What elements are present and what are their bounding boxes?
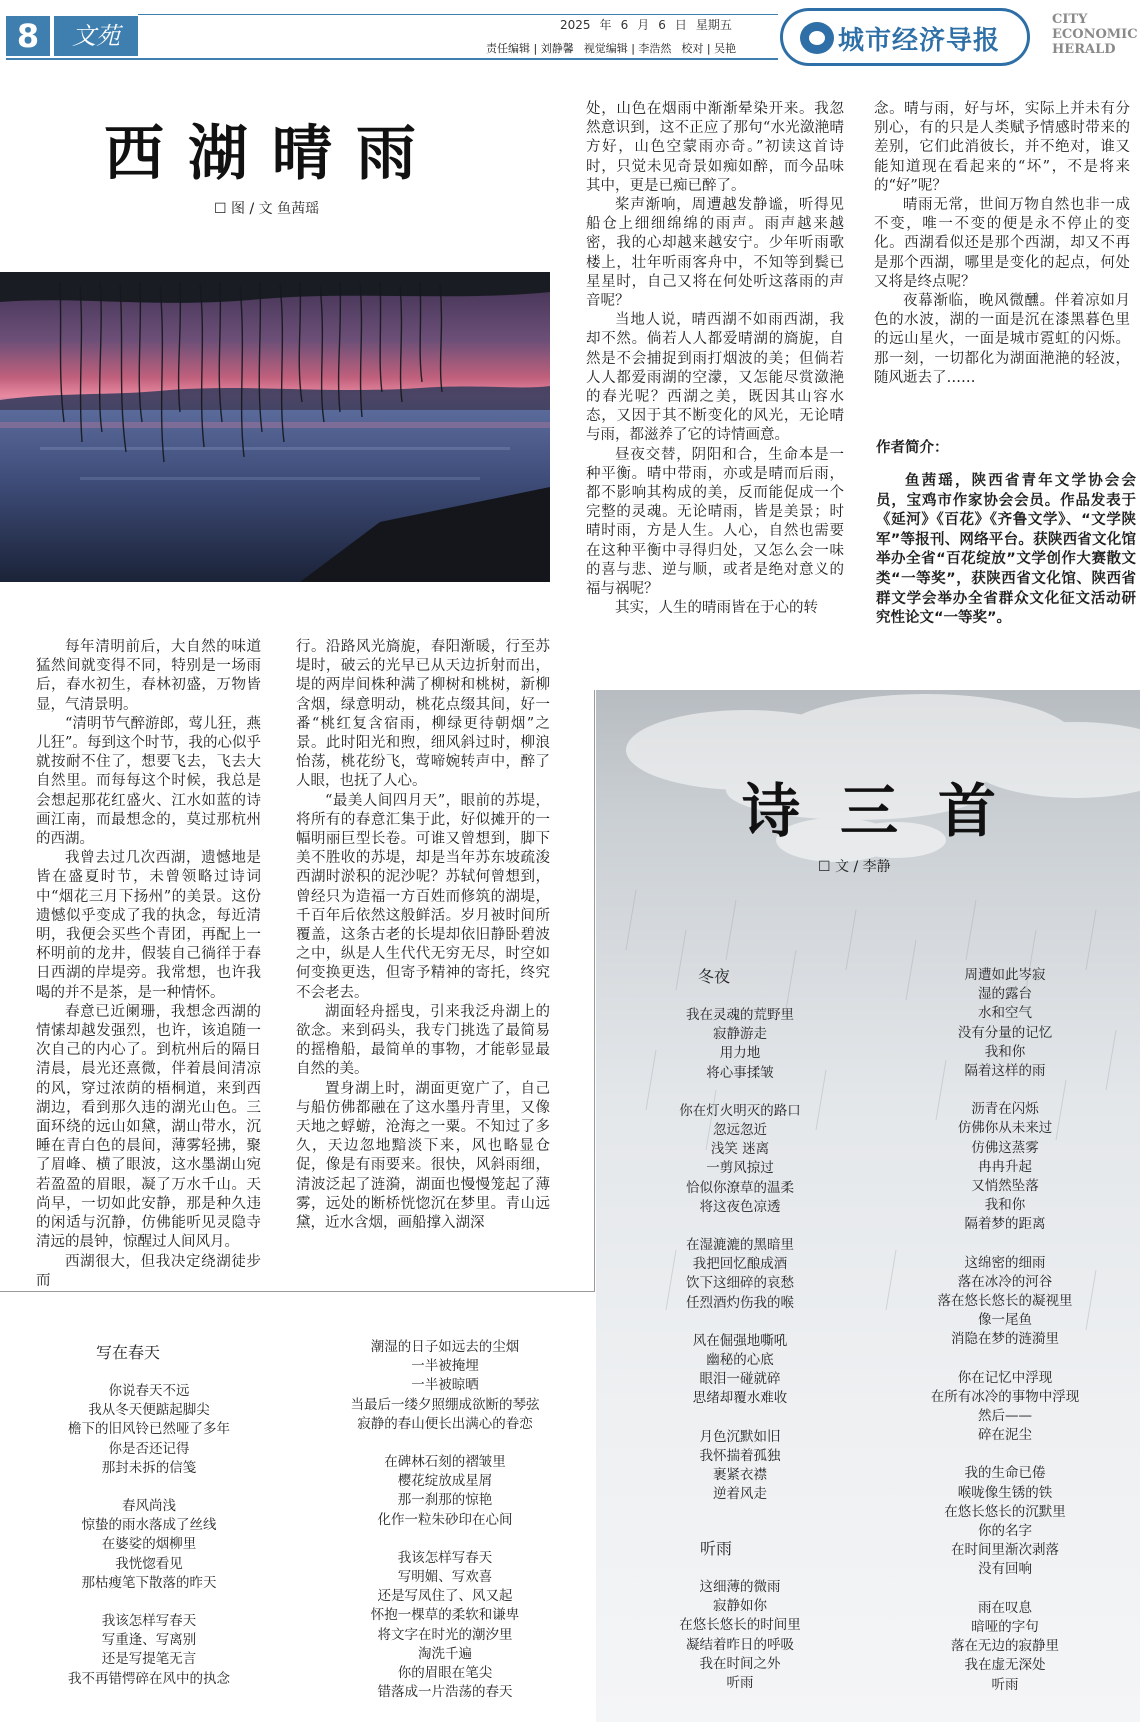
header-rule-bottom: [6, 58, 778, 60]
poem-line: 在悠长悠长的时间里: [679, 1617, 801, 1634]
poem-stanza: [14, 1497, 284, 1593]
editor-credit: 视觉编辑 | 李浩然: [583, 42, 672, 55]
article-paragraph: 夜幕渐临，晚风微醺。伴着凉如月色的水波，湖的一面是沉在漆黑暮色里的远山星火，一面是城市霓虹的闪烁。那一刻，一切都化为湖面滟滟的轻波，随风逝去了……: [874, 293, 1130, 386]
article-paragraph: 行。沿路风光旖旎，春阳渐暖，行至苏堤时，破云的光早已从天边折射而出，堤的两岸间株种满了柳树和桃树，新柳含烟，绿意明动，桃花点缀其间，好一番“桃红复含宿雨，柳绿更待朝烟”之景。此时阳光和煦，细风斜过时，柳浪怡荡，桃花纷飞，莺啼婉转声中，醉了人眼，也抚了人心。: [296, 639, 550, 790]
poem-line: 我在时间之外: [699, 1655, 781, 1672]
article-byline: ☐ 图 / 文 鱼茜瑶: [214, 201, 320, 217]
poem-line: 没有回响: [978, 1561, 1032, 1578]
poem-line: 寂静的春山便长出满心的眷恋: [357, 1415, 533, 1432]
poem-line: 我该怎样写春天: [397, 1549, 493, 1566]
article-column: [586, 100, 844, 618]
poem-line: 你的眉眼在笔尖: [397, 1665, 493, 1682]
poem-line: 湿的露台: [978, 986, 1032, 1003]
poem-line: 用力地: [719, 1045, 761, 1062]
article-column: [296, 638, 550, 1233]
article-paragraph: 我曾去过几次西湖，遗憾地是皆在盛夏时节，未曾领略过诗词中“烟花三月下扬州”的美景。这份遗憾似乎变成了我的执念，每近清明，我便会买些个青团，再配上一杯明前的龙井，假装自己徜徉于春日西湖的岸堤旁。我常想，也许我喝的并不是茶，是一种情怀。: [36, 850, 261, 1001]
poem-line: 我在灵魂的荒野里: [686, 1007, 794, 1023]
poem-line: 寂静如你: [713, 1598, 767, 1615]
poem-line: 我不再错愕碎在风中的执念: [68, 1670, 230, 1687]
article-paragraph: 置身湖上时，湖面更宽广了，自己与船仿佛都融在了这水墨丹青里，又像天地之蜉蝣，沧海之一粟。不知过了多久，天边忽地黯淡下来，风也略显仓促，像是有雨要来。很快，风斜雨细，清波泛起了涟漪，湖面也慢慢笼起了薄雾，远处的断桥恍惚沉在梦里。青山远黛，近水含烟，画船撑入湖深: [296, 1080, 550, 1232]
poem-line: 落在无边的寂静里: [951, 1638, 1059, 1655]
poem-line: 这绵密的细雨: [964, 1254, 1046, 1271]
photo-illustration: [0, 272, 550, 582]
poem-line: 没有分量的记忆: [957, 1024, 1053, 1041]
poem-line: 写重逢、写离别: [101, 1632, 197, 1649]
date-day-unit: 日: [674, 18, 687, 32]
poem-line: 消隐在梦的涟漪里: [951, 1331, 1059, 1348]
poem-stanza: [880, 1464, 1130, 1579]
poem-line: 你在灯火明灭的路口: [679, 1102, 801, 1119]
date-weekday: 星期五: [695, 18, 732, 32]
poem-line: 任烈酒灼伤我的喉: [686, 1294, 794, 1311]
poem-line: 一半被掩埋: [411, 1358, 479, 1375]
poem-stanza: [620, 1102, 860, 1217]
poem-line: 冉冉升起: [978, 1158, 1032, 1175]
poem-line: 在婆娑的烟柳里: [101, 1536, 197, 1553]
poem-stanza: [620, 1428, 860, 1505]
poem-line: 怀抱一棵草的柔软和谦卑: [370, 1607, 520, 1624]
poem-line: 水和空气: [978, 1005, 1032, 1022]
poem-line: 春风尚浅: [122, 1498, 176, 1515]
poem-line: 然后——: [978, 1408, 1032, 1425]
date-month: 6: [620, 18, 629, 32]
poem-body: [300, 1338, 590, 1721]
article-paragraph: 西湖很大，但我决定绕湖徒步而: [36, 1253, 261, 1289]
e-logo-icon-inner: [809, 31, 825, 45]
poem-line: 仿佛这蒸雾: [971, 1139, 1039, 1156]
poems-title: 诗三首: [742, 777, 1037, 845]
poem-line: 寂静游走: [713, 1026, 767, 1043]
editor-credit: 校对 | 吴艳: [681, 42, 737, 55]
poem-title: 写在春天: [96, 1343, 161, 1362]
poem-line: 将文字在时光的潮汐里: [377, 1626, 513, 1643]
poem-line: 沥青在闪烁: [971, 1101, 1039, 1118]
poem-line: 又悄然坠落: [971, 1178, 1039, 1195]
poem-line: 错落成一片浩荡的春天: [377, 1684, 513, 1701]
author-bio: 鱼茜瑶，陕西省青年文学协会会员，宝鸡市作家协会会员。作品发表于《延河》《百花》《齐鲁文学》、“文学陕军”等报刊、网络平台。获陕西省文化馆举办全省“百花绽放”文学创作大赛散文类“一等奖”，获陕西省文化馆、陕西省群文学会举办全省群众文化征文活动研究性论文“一等奖”。: [876, 473, 1136, 627]
poem-stanza: [880, 1254, 1130, 1350]
poem-line: 这细薄的微雨: [699, 1579, 781, 1595]
poem-stanza: [14, 1382, 284, 1478]
poem-stanza: [880, 1369, 1130, 1446]
issue-date: [560, 16, 741, 33]
poem-body: [620, 1578, 860, 1712]
author-bio-heading: 作者简介：: [876, 440, 949, 456]
poem-line: 恰似你潦草的温柔: [686, 1179, 794, 1196]
poem-line: 在时间里渐次剥落: [951, 1542, 1059, 1559]
article-column: [874, 100, 1130, 388]
poem-line: 我和你: [984, 1197, 1026, 1214]
poem-line: 仿佛你从未来过: [957, 1120, 1053, 1137]
poem-line: 你是否还记得: [108, 1440, 190, 1457]
poem-line: 那一刹那的惊艳: [397, 1492, 493, 1509]
article-paragraph: 念。晴与雨，好与坏，实际上并未有分别心，有的只是人类赋予情感时带来的差别，它们此消彼长，并不绝对，谁又能知道现在看起来的“坏”，不是将来的“好”呢？: [874, 101, 1130, 194]
poem-body: [14, 1382, 284, 1708]
poem-line: 一半被晾晒: [411, 1377, 479, 1394]
poem-line: 我在虚无深处: [964, 1657, 1046, 1674]
masthead-en-line: ECONOMIC: [1052, 27, 1138, 42]
poem-line: 我恍惚看见: [115, 1555, 183, 1572]
poem-line: 落在冰冷的河谷: [957, 1273, 1053, 1290]
poem-line: 在悠长悠长的沉默里: [944, 1503, 1066, 1520]
article-paragraph: 春意已近阑珊，我想念西湖的情愫却越发强烈，也许，该追随一次自己的内心了。到杭州后的隔日清晨，晨光还熹微，伴着晨间清凉的风，穿过浓荫的梧桐道，来到西湖边，看到那久违的湖光山色。三面环绕的远山如黛，湖山带水，沉睡在青白色的晨间，薄雾轻拂，聚了眉峰、横了眼波，这水墨湖山宛若盈盈的眉眼，凝了万水千山。天尚早，一切如此安静，那是种久违的闲适与沉静，仿佛能听见灵隐寺清远的晨钟，惊醒过人间风月。: [36, 1003, 261, 1251]
poem-line: 风在倔强地嘶吼: [692, 1332, 788, 1349]
poem-line: 樱花绽放成星屑: [397, 1473, 493, 1490]
poem-line: 潮湿的日子如远去的尘烟: [370, 1339, 520, 1355]
poem-stanza: [880, 966, 1130, 1081]
article-paragraph: 湖面轻舟摇曳，引来我泛舟湖上的欲念。来到码头，我专门挑选了最简易的摇橹船，最简单的事物，才能彰显最自然的美。: [296, 1003, 550, 1078]
poems-byline: ☐ 文 / 李静: [818, 859, 891, 875]
poem-line: 浅笑 迷离: [710, 1141, 770, 1158]
poem-line: 在碑林石刻的褶皱里: [384, 1454, 506, 1471]
article-paragraph: 其实，人生的晴雨皆在于心的转: [615, 600, 818, 617]
poem-stanza: [300, 1453, 590, 1530]
poem-line: 还是写提笔无言: [101, 1651, 197, 1668]
poem-line: 思绪却覆水难收: [692, 1390, 788, 1407]
masthead-en-line: CITY: [1052, 12, 1088, 27]
article-title: 西湖晴雨: [104, 119, 440, 189]
poem-stanza: [620, 1578, 860, 1693]
poem-line: 忽远忽近: [713, 1122, 767, 1139]
poem-line: 我把回忆酿成酒: [692, 1256, 788, 1273]
poem-line: 那枯瘦笔下散落的昨天: [81, 1574, 217, 1591]
article-paragraph: “最美人间四月天”，眼前的苏堤，将所有的春意汇集于此，好似摊开的一幅明丽巨型长卷。可谁又曾想到，脚下美不胜收的苏堤，却是当年苏东坡疏浚西湖时淤积的泥沙呢？苏轼何曾想到，曾经只为造福一方百姓而修筑的湖堤，千百年后依然这般鲜活。岁月被时间所覆盖，这条古老的长堤却依旧静卧碧波之中，纵是人生代代无穷无尽，时空如何变换更迭，但寄予精神的寄托，终究不会老去。: [296, 792, 550, 1001]
poem-line: 还是写凤住了、风又起: [377, 1588, 513, 1605]
date-year: 2025: [560, 18, 591, 32]
poem-line: 在湿漉漉的黑暗里: [686, 1237, 794, 1254]
poem-line: 淘洗千遍: [418, 1645, 472, 1662]
article-column: [36, 638, 261, 1291]
poem-line: 眼泪一碰就碎: [699, 1371, 781, 1388]
poem-line: 听雨: [991, 1676, 1019, 1693]
poem-line: 惊蛰的雨水落成了丝线: [81, 1517, 217, 1534]
poem-stanza: [620, 1236, 860, 1313]
editor-credits: [486, 40, 746, 56]
poem-stanza: [880, 1100, 1130, 1234]
poem-line: 你的名字: [978, 1523, 1032, 1540]
date-year-unit: 年: [599, 18, 612, 32]
poem-line: 逆着风走: [713, 1486, 767, 1503]
article-paragraph: 桨声渐响，周遭越发静谧，听得见船仓上细细绵绵的雨声。雨声越来越密，我的心却越来越安宁。少年听雨歌楼上，壮年听雨客舟中，不知等到鬓已星星时，自己又将在何处听这落雨的声音呢？: [586, 197, 844, 310]
poem-line: 你说春天不远: [108, 1383, 190, 1399]
poem-line: 落在悠长悠长的凝视里: [937, 1293, 1073, 1310]
masthead-en-line: HERALD: [1052, 42, 1116, 57]
masthead-english: [1052, 12, 1140, 57]
poem-line: 碎在泥尘: [978, 1427, 1032, 1444]
poem-stanza: [880, 1599, 1130, 1695]
poem-body: [880, 966, 1130, 1714]
article-paragraph: 处，山色在烟雨中渐渐晕染开来。我忽然意识到，这不正应了那句“水光潋滟晴方好，山色空蒙雨亦奇。”初读这首诗时，只觉未见奇景如痴如醉，而今品味其中，更是已痴已醉了。: [586, 101, 844, 194]
divider-rule: [594, 690, 595, 1292]
article-paragraph: 每年清明前后，大自然的味道猛然间就变得不同，特别是一场雨后，春水初生，春林初盛，万物皆显，气清景明。: [36, 639, 261, 713]
article-paragraph: “清明节气醉游郎，莺儿狂，燕儿狂”。每到这个时节，我的心似乎就按耐不住了，想要飞去，飞去大自然里。而每每这个时候，我总是会想起那花红盛火、江水如蓝的诗画江南，而最想念的，莫过那杭州的西湖。: [36, 715, 261, 848]
poem-line: 隔着梦的距离: [964, 1216, 1046, 1233]
poem-line: 饮下这细碎的哀愁: [686, 1275, 794, 1292]
poem-line: 喉咙像生锈的铁: [957, 1484, 1053, 1501]
poem-stanza: [620, 1332, 860, 1409]
article-paragraph: 昼夜交替，阴阳和合，生命本是一种平衡。晴中带雨，亦或是晴而后雨，都不影响其构成的美，反而能促成一个完整的灵魂。无论晴雨，皆是美景；时晴时雨，方是人生。人心，自然也需要在这种平衡中寻得归处，又怎么会一味的喜与悲、逆与顺，或者是绝对意义的福与祸呢？: [586, 446, 844, 598]
section-tag: 文苑: [54, 16, 138, 56]
poem-line: 化作一粒朱砂印在心间: [377, 1511, 513, 1528]
header-rule-top: [138, 14, 778, 15]
poem-line: 在所有冰冷的事物中浮现: [930, 1388, 1080, 1405]
poem-line: 一剪风掠过: [706, 1160, 774, 1177]
poem-line: 那封未拆的信笺: [101, 1459, 197, 1476]
poem-line: 我该怎样写春天: [101, 1613, 197, 1630]
poem-stanza: [300, 1549, 590, 1703]
poem-body: [620, 1006, 860, 1523]
poem-line: 檐下的旧风铃已然哑了多年: [68, 1421, 230, 1438]
poem-line: 听雨: [726, 1675, 754, 1692]
poem-line: 隔着这样的雨: [964, 1063, 1046, 1080]
poem-line: 幽秘的心底: [706, 1352, 774, 1369]
page-number: 8: [6, 16, 50, 56]
poem-title: 冬夜: [698, 967, 731, 986]
masthead-title: 城市经济导报: [838, 26, 1001, 56]
west-lake-photo: [0, 272, 550, 582]
poem-line: 裹紧衣襟: [713, 1467, 767, 1484]
poem-line: 雨在叹息: [978, 1599, 1032, 1616]
article-paragraph: 当地人说，晴西湖不如雨西湖，我却不然。倘若人人都爱晴湖的旖旎，自然是不会捕捉到雨打烟波的美；但倘若人人都爱雨湖的空濛，又怎能尽赏潋滟的春光呢？西湖之美，既因其山容水态，又因于其不断变化的风光，无论晴与雨，都滋养了它的诗情画意。: [586, 312, 844, 444]
divider-rule: [0, 1291, 594, 1292]
poem-line: 我从冬天便踮起脚尖: [88, 1402, 210, 1419]
poem-line: 像一尾鱼: [978, 1312, 1032, 1329]
poem-line: 你在记忆中浮现: [957, 1369, 1053, 1386]
editor-credit: 责任编辑 | 刘静馨: [486, 42, 574, 55]
poem-line: 我和你: [984, 1043, 1026, 1060]
article-paragraph: 晴雨无常，世间万物自然也非一成不变，唯一不变的便是永不停止的变化。西湖看似还是那个西湖，却又不再是那个西湖，哪里是变化的起点，何处又将是终点呢？: [874, 197, 1130, 290]
poem-line: 我怀揣着孤独: [699, 1447, 781, 1464]
poem-line: 周遭如此岑寂: [964, 967, 1046, 983]
poem-line: 暗哑的字句: [971, 1618, 1039, 1635]
date-month-unit: 月: [637, 18, 650, 32]
poem-line: 凝结着昨日的呼吸: [686, 1636, 794, 1653]
poem-line: 月色沉默如旧: [699, 1428, 781, 1445]
poem-stanza: [620, 1006, 860, 1083]
date-day: 6: [658, 18, 666, 32]
poem-line: 我的生命已倦: [964, 1465, 1046, 1482]
poem-title: 听雨: [700, 1539, 733, 1558]
poem-line: 将这夜色凉透: [699, 1198, 781, 1215]
poem-line: 写明媚、写欢喜: [397, 1569, 493, 1586]
poem-line: 当最后一缕夕照绷成欲断的琴弦: [350, 1396, 540, 1413]
poem-stanza: [14, 1612, 284, 1689]
poem-line: 将心事揉皱: [706, 1064, 774, 1081]
poem-stanza: [300, 1338, 590, 1434]
